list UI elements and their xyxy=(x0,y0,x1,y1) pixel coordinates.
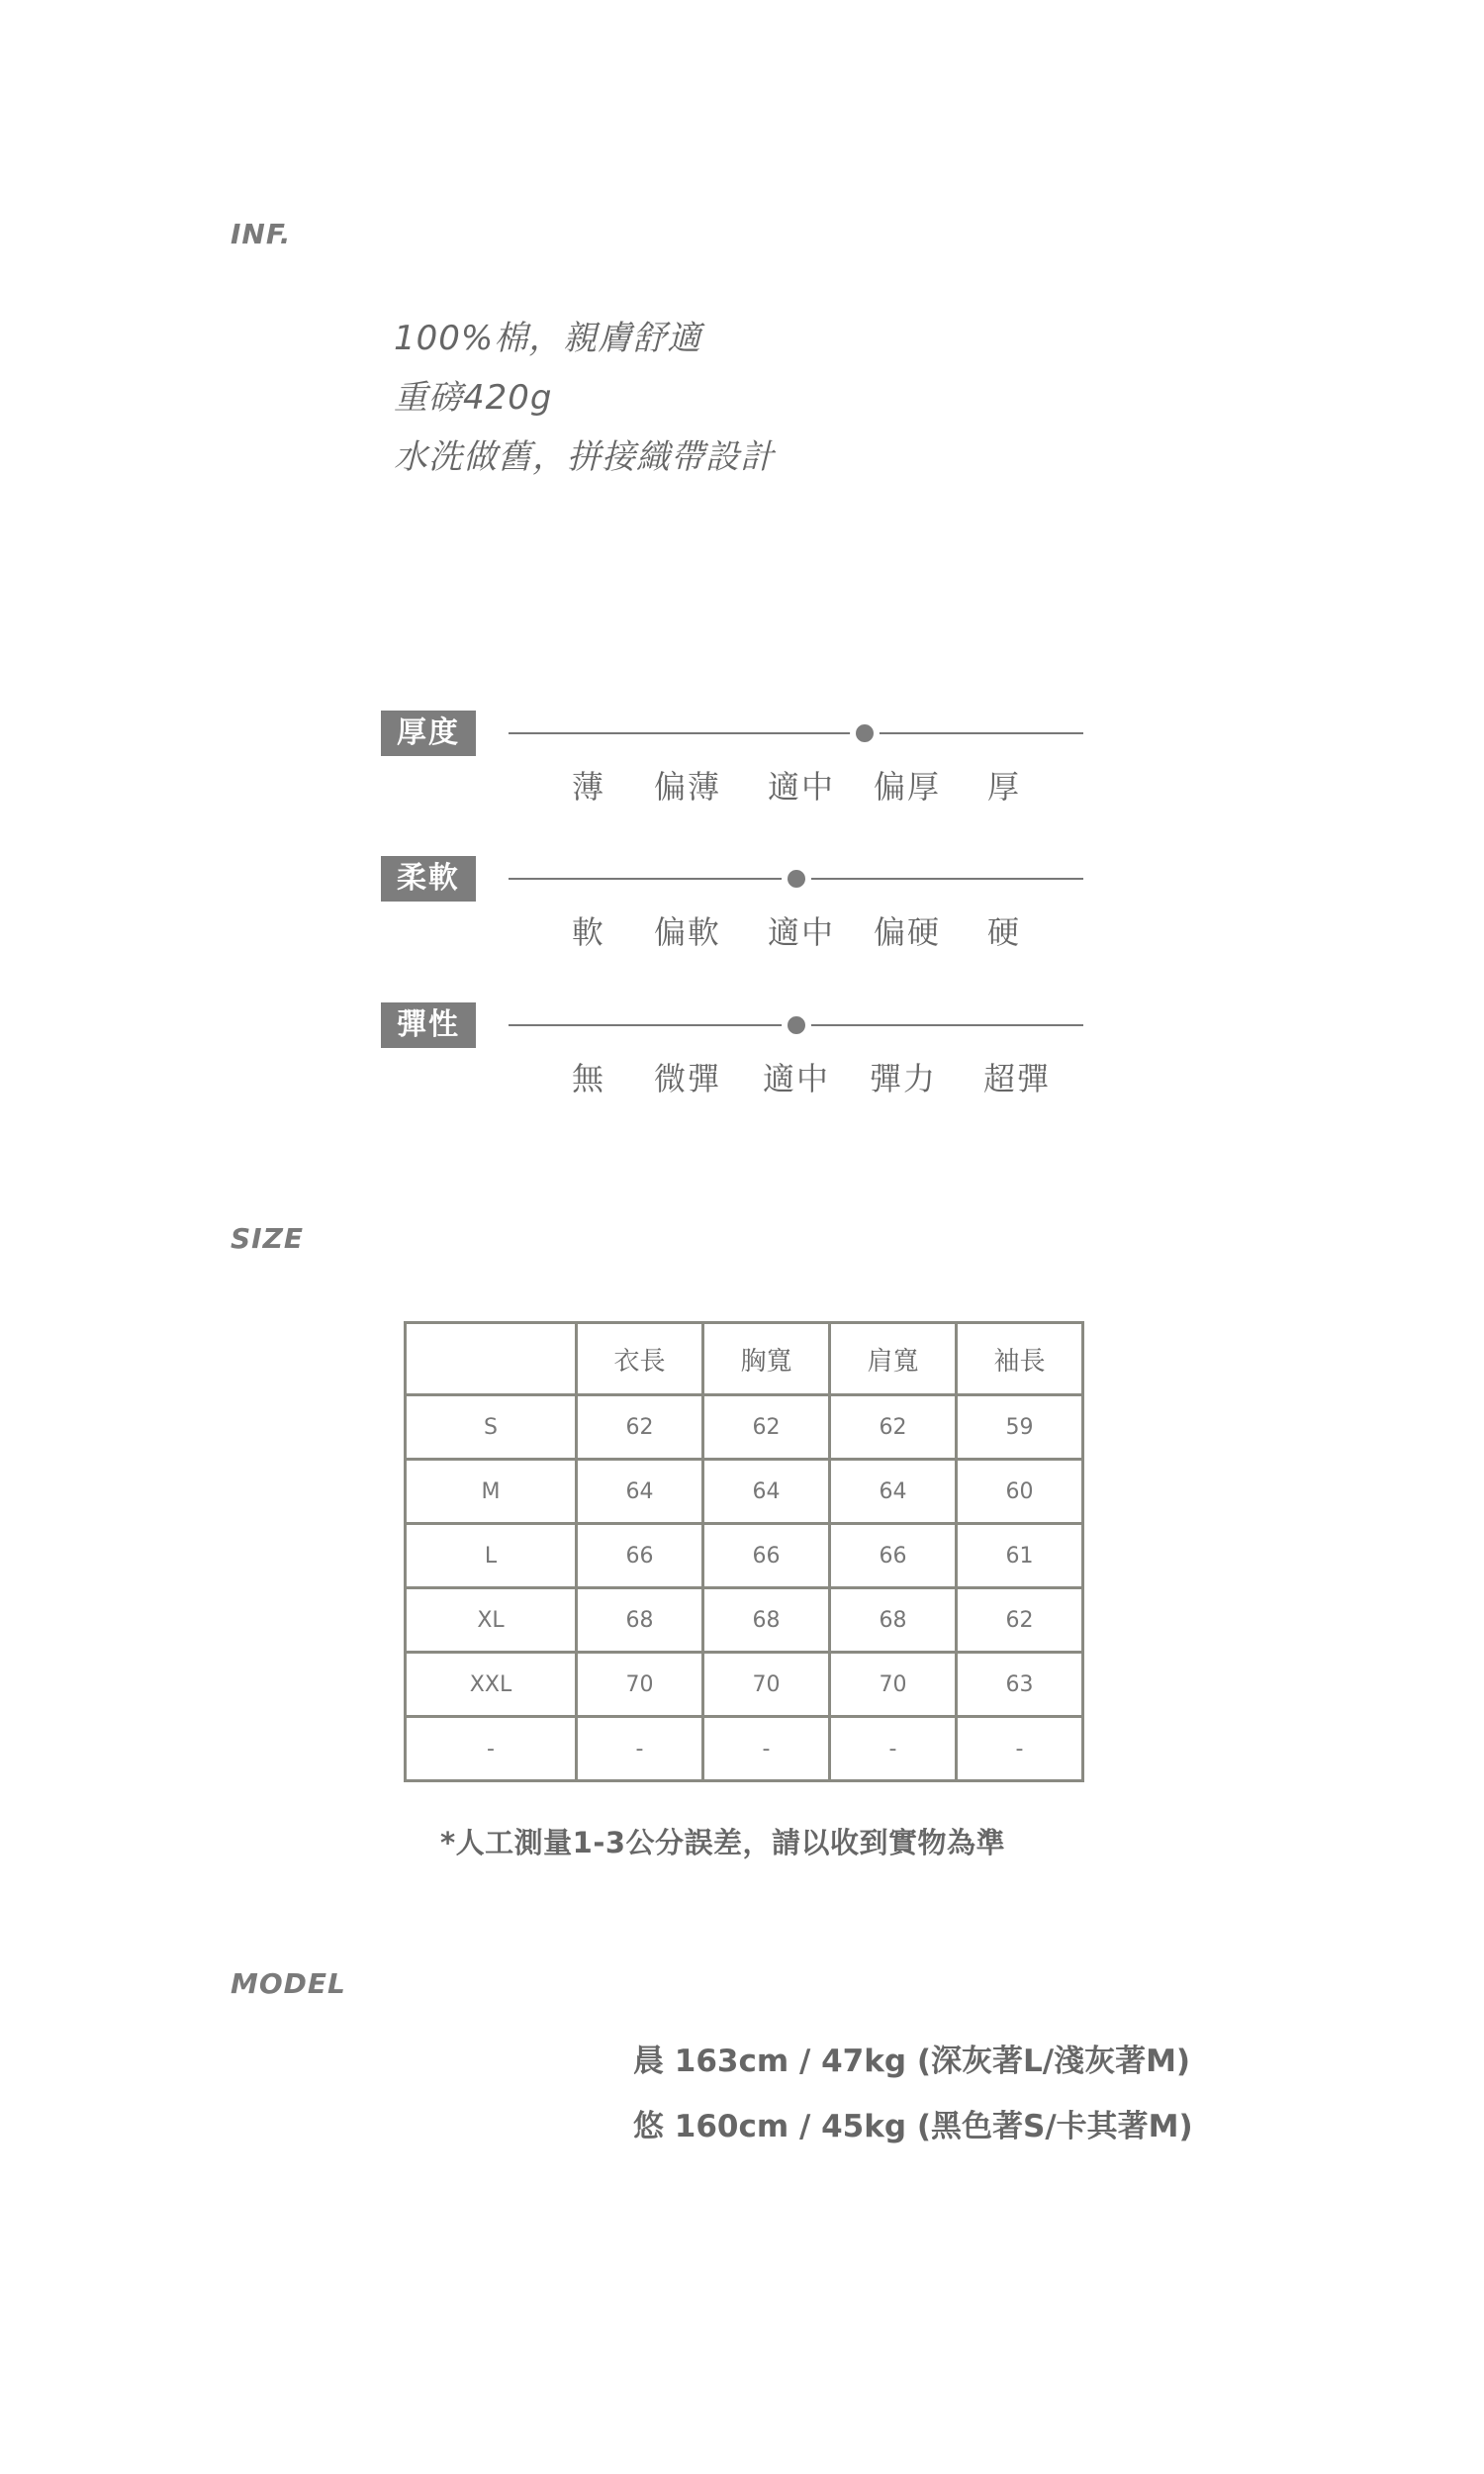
measurement-note: *人工測量1-3公分誤差，請以收到實物為準 xyxy=(440,1826,1006,1859)
table-row xyxy=(406,1653,1083,1717)
model-section-title: MODEL xyxy=(231,1967,346,2000)
table-cell: 70 xyxy=(830,1653,957,1717)
scale-option: 微彈 xyxy=(653,1060,722,1097)
inf-line: 重磅420g xyxy=(394,378,553,418)
table-cell: 60 xyxy=(957,1460,1083,1524)
table-cell: L xyxy=(406,1524,577,1588)
table-cell: - xyxy=(703,1717,830,1781)
table-cell: 64 xyxy=(830,1460,957,1524)
table-cell: M xyxy=(406,1460,577,1524)
size-table xyxy=(404,1321,1084,1782)
table-header-row xyxy=(406,1323,1083,1395)
scale-elasticity xyxy=(381,1002,1083,1111)
scale-marker xyxy=(782,870,811,888)
table-cell: 68 xyxy=(703,1588,830,1653)
table-header-cell: 胸寬 xyxy=(703,1323,830,1395)
size-section-title: SIZE xyxy=(231,1222,305,1255)
scale-option: 適中 xyxy=(767,913,836,951)
table-cell: 62 xyxy=(957,1588,1083,1653)
table-cell: - xyxy=(406,1717,577,1781)
scale-marker xyxy=(782,1016,811,1034)
table-header-cell xyxy=(406,1323,577,1395)
scale-softness xyxy=(381,856,1083,965)
scale-line xyxy=(509,732,1083,734)
table-row xyxy=(406,1717,1083,1781)
table-cell: XL xyxy=(406,1588,577,1653)
table-cell: 59 xyxy=(957,1395,1083,1460)
table-row xyxy=(406,1588,1083,1653)
scale-option: 偏厚 xyxy=(873,768,942,806)
table-row xyxy=(406,1395,1083,1460)
scale-label: 厚度 xyxy=(381,711,476,756)
scale-label: 柔軟 xyxy=(381,856,476,902)
table-cell: 62 xyxy=(703,1395,830,1460)
inf-line: 100%棉，親膚舒適 xyxy=(394,319,702,358)
scale-option: 偏硬 xyxy=(873,913,942,951)
table-header-cell: 袖長 xyxy=(957,1323,1083,1395)
table-cell: 66 xyxy=(577,1524,703,1588)
table-cell: - xyxy=(957,1717,1083,1781)
table-cell: 64 xyxy=(577,1460,703,1524)
scale-option: 適中 xyxy=(767,768,836,806)
table-cell: 68 xyxy=(577,1588,703,1653)
scale-marker xyxy=(850,724,880,742)
table-row xyxy=(406,1524,1083,1588)
scale-option: 適中 xyxy=(762,1060,831,1097)
inf-section-title: INF. xyxy=(231,218,292,250)
scale-option: 彈力 xyxy=(869,1060,938,1097)
model-lines xyxy=(633,2029,1193,2159)
scale-option: 無 xyxy=(571,1060,606,1097)
model-line: 晨 163cm / 47kg (深灰著L/淺灰著M) xyxy=(633,2044,1191,2079)
table-cell: XXL xyxy=(406,1653,577,1717)
table-cell: 62 xyxy=(830,1395,957,1460)
model-line: 悠 160cm / 45kg (黑色著S/卡其著M) xyxy=(633,2109,1193,2144)
inf-lines xyxy=(394,309,775,487)
scale-thickness xyxy=(381,711,1083,819)
scale-option: 偏軟 xyxy=(653,913,722,951)
scale-option: 硬 xyxy=(986,913,1022,951)
table-cell: 62 xyxy=(577,1395,703,1460)
table-cell: 66 xyxy=(703,1524,830,1588)
table-cell: S xyxy=(406,1395,577,1460)
table-cell: 61 xyxy=(957,1524,1083,1588)
inf-line: 水洗做舊，拼接織帶設計 xyxy=(394,437,775,477)
table-cell: 64 xyxy=(703,1460,830,1524)
table-cell: 63 xyxy=(957,1653,1083,1717)
scale-option: 超彈 xyxy=(982,1060,1052,1097)
scale-label: 彈性 xyxy=(381,1002,476,1048)
table-cell: - xyxy=(577,1717,703,1781)
table-cell: 68 xyxy=(830,1588,957,1653)
table-row xyxy=(406,1460,1083,1524)
table-header-cell: 衣長 xyxy=(577,1323,703,1395)
scale-option: 偏薄 xyxy=(653,768,722,806)
scale-option: 軟 xyxy=(571,913,606,951)
table-header-cell: 肩寬 xyxy=(830,1323,957,1395)
scale-option: 厚 xyxy=(986,768,1022,806)
table-cell: 70 xyxy=(577,1653,703,1717)
table-cell: 66 xyxy=(830,1524,957,1588)
scale-option: 薄 xyxy=(571,768,606,806)
table-cell: - xyxy=(830,1717,957,1781)
table-cell: 70 xyxy=(703,1653,830,1717)
